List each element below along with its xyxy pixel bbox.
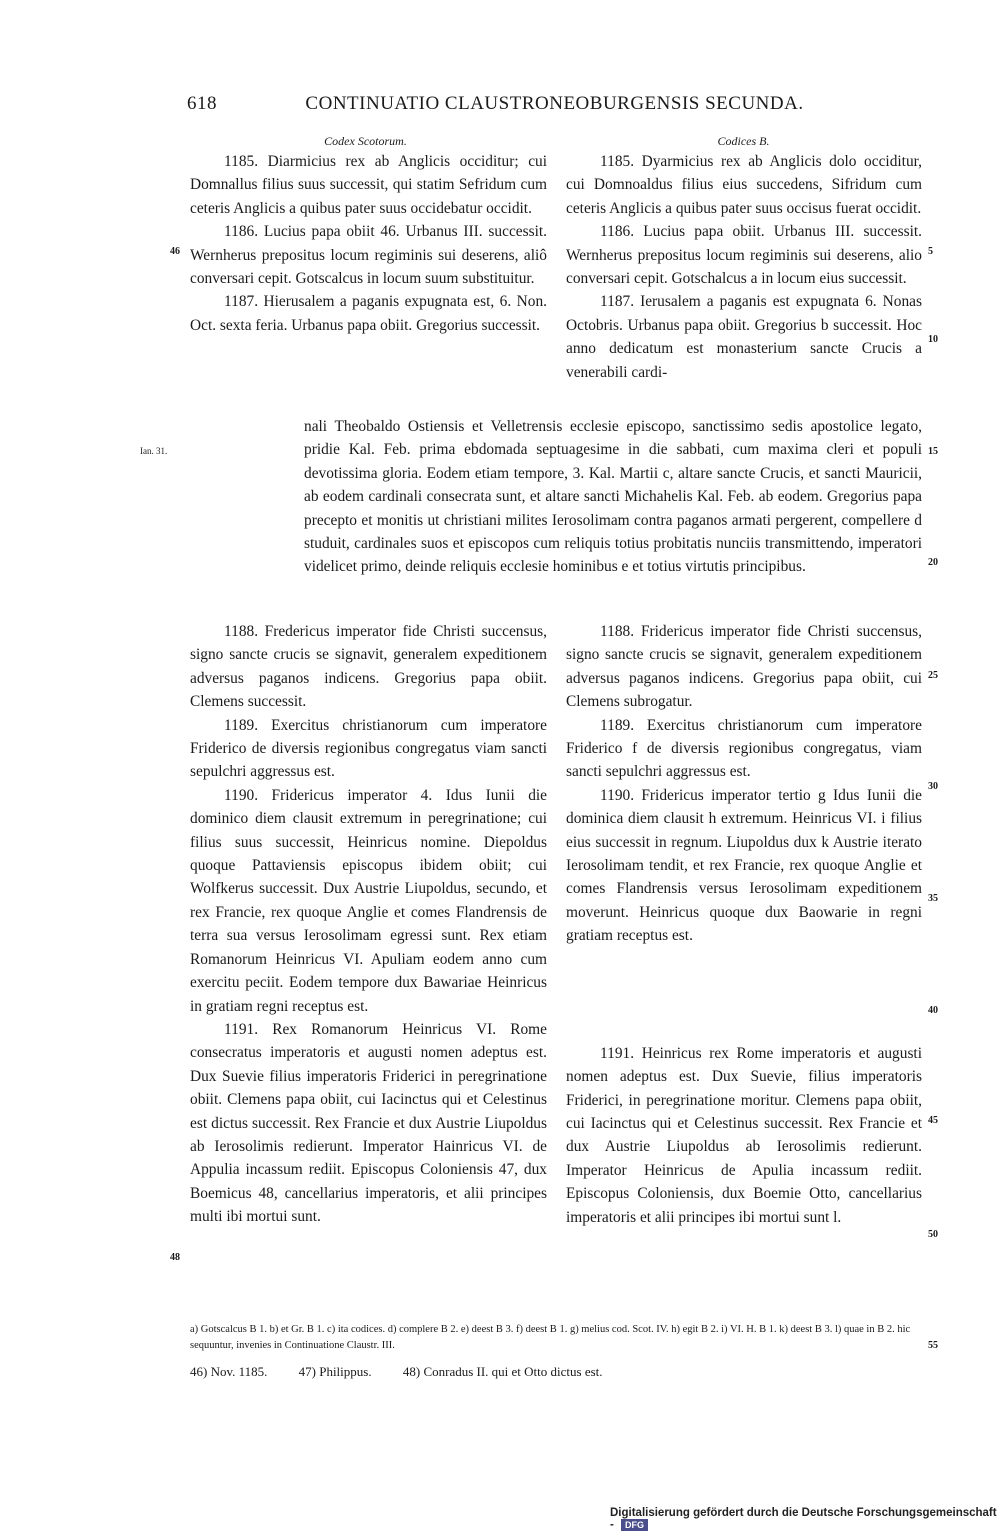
wide-text-block — [304, 415, 922, 579]
line-number-5: 5 — [928, 246, 933, 257]
entry-1188-left: 1188. Fredericus imperator fide Christi succensus, signo sancte crucis se signavit, generalem expeditionem adversus paganos indicens. Gregorius papa obiit. Clemens successit. — [190, 623, 547, 711]
entry-1186-left: 1186. Lucius papa obiit 46. Urbanus III. successit. Wernherus prepositus locum regiminis sui deserens, aliô conversari cepit. Gotscalcus in locum suum substituitur. — [190, 223, 547, 288]
entry-1185-right: 1185. Dyarmicius rex ab Anglicis dolo occiditur, cui Domnoaldus filius eius succedens, Sifridum cum ceteris Anglicis a quibus pater suus occisus fuerat occidit. — [566, 153, 922, 217]
codex-label-left: Codex Scotorum. — [324, 134, 407, 148]
line-number-50: 50 — [928, 1229, 938, 1240]
line-number-45: 45 — [928, 1115, 938, 1126]
entry-1186-right: 1186. Lucius papa obiit. Urbanus III. successit. Wernherus prepositus locum regiminis sui deserens, alio conversari cepit. Gotschalcus a in locum eius successit. — [566, 223, 922, 288]
left-column-lower — [190, 620, 547, 1229]
line-number-40: 40 — [928, 1005, 938, 1016]
entry-1187-left: 1187. Hierusalem a paganis expugnata est, 6. Non. Oct. sexta feria. Urbanus papa obiit. Gregorius successit. — [190, 293, 547, 334]
entry-1189-right: 1189. Exercitus christianorum cum imperatore Friderico f de diversis regionibus congregatus, viam sancti sepulchri aggressus est. — [566, 716, 922, 781]
left-margin-number-48: 48 — [170, 1252, 180, 1263]
entry-1191-left: 1191. Rex Romanorum Heinricus VI. Rome consecratus imperatoris et augusti nomen adeptus est. Dux Suevie filius imperatoris Friderici in peregrinatione obiit. Clemens papa obiit, cui Iacinctus qui et Celestinus est dictus successit. Rex Francie et dux Austrie Liupoldus ab Ierosolimis redierunt. Imperator Hainricus VI. de Appulia incassum rediit. Episcopus Coloniensis 47, dux Boemicus 48, cancellarius imperatoris, et alii principes multi ibi mortui sunt. — [190, 1020, 547, 1226]
note-47: 47) Philippus. — [298, 1364, 372, 1379]
entry-1190-right: 1190. Fridericus imperator tertio g Idus Iunii die dominica diem clausit h extremum. Heinricus VI. i filius eius successit in regnum. Liupoldus dux k Austrie iterato Ierosolimam tendit, et rex Francie, rex quoque Anglie et comes Flandrensis versus Ierosolimam expeditionem moverunt. Heinricus quoque dux Baowarie in regni gratiam receptus est. — [566, 786, 922, 945]
wide-paragraph: nali Theobaldo Ostiensis et Velletrensis ecclesie episcopo, sanctissimo sedis apostolice legato, pridie Kal. Feb. prima ebdomada septuagesime in die sabbati, cum maxima cleri et populi devotissima gloria. Eodem etiam tempore, 3. Kal. Martii c, altare sancte Crucis, et sancti Mauricii, ab eodem cardinali consecrata sunt, et altare sancti Michahelis Kal. Feb. ab eodem. Gregorius papa precepto et monitis ut christiani milites Ierosolimam contra paganos armati pergerent, compellere d studuit, cardinales suos et episcopos cum reliquis totius probitatis nunciis transmittendo, imperatori videlicet primo, deinde reliquis ecclesie hominibus e et totius virtutis principibus. — [304, 418, 922, 576]
line-number-15: 15 — [928, 446, 938, 457]
left-margin-number-46: 46 — [170, 246, 180, 257]
entry-1187-right: 1187. Ierusalem a paganis est expugnata 6. Nonas Octobris. Urbanus papa obiit. Gregorius b successit. Hoc anno dedicatum est monasterium sancte Crucis a venerabili cardi- — [566, 293, 922, 381]
note-46: 46) Nov. 1185. — [190, 1364, 268, 1379]
page-header — [187, 93, 922, 119]
right-column-lower — [566, 620, 922, 1229]
line-number-25: 25 — [928, 670, 938, 681]
note-48: 48) Conradus II. qui et Otto dictus est. — [402, 1364, 603, 1379]
entry-1191-right: 1191. Heinricus rex Rome imperatoris et augusti nomen adeptus est. Dux Suevie, filius imperatoris Friderici, in peregrinatione moritur. Clemens papa obiit, cui Iacinctus qui et Celestinus successit. Rex Francie et dux Austrie Liupoldus ab Ierosolimis redierunt. Imperator Heinricus de Apulia incassum rediit. Episcopus Coloniensis, dux Boemie Otto, cancellarius imperatoris et alii principes ibi mortui sunt l. — [566, 1044, 922, 1226]
line-number-35: 35 — [928, 893, 938, 904]
page-number: 618 — [187, 93, 217, 114]
footnotes — [190, 1322, 922, 1353]
digitization-text: Digitalisierung gefördert durch die Deutsche Forschungsgemeinschaft - — [610, 1507, 997, 1531]
running-title: CONTINUATIO CLAUSTRONEOBURGENSIS SECUNDA. — [305, 93, 804, 114]
entry-1185-left: 1185. Diarmicius rex ab Anglicis occiditur; cui Domnallus filius suus successit, qui statim Sefridum cum ceteris Anglicis a quibus pater suus occidebatur occidit. — [190, 153, 547, 217]
footnote-line: a) Gotscalcus B 1. b) et Gr. B 1. c) ita codices. d) complere B 2. e) deest B 3. f) deest B 1. g) melius cod. Scot. IV. h) egit B 2. i) VI. H. B 1. k) deest B 3. l) quae in B 2. hic sequuntur, invenies in Continuatione Claustr. III. — [190, 1324, 911, 1351]
right-column-upper — [566, 150, 922, 384]
endnotes — [190, 1364, 922, 1380]
line-number-55: 55 — [928, 1340, 938, 1351]
left-column-upper — [190, 150, 547, 337]
entry-1188-right: 1188. Fridericus imperator fide Christi succensus, signo sancte crucis se signavit, generalem expeditionem adversus paganos indicens. Gregorius papa obiit, cui Clemens subrogatur. — [566, 623, 922, 711]
line-number-10: 10 — [928, 334, 938, 345]
codex-label-right: Codices B. — [717, 134, 770, 148]
line-number-20: 20 — [928, 557, 938, 568]
entry-1190-left: 1190. Fridericus imperator 4. Idus Iunii die dominico diem clausit extremum in peregrinatione; cui filius suus successit, Heinricus nomine. Diepoldus quoque Pattaviensis episcopus ibidem obiit; cui Wolfkerus successit. Dux Austrie Liupoldus, secundo, et rex Francie, rex quoque Anglie et comes Flandrensis de terra sua versus Ierosolimam egressi sunt. Rex etiam Romanorum Heinricus VI. Apuliam eodem anno cum exercitu peciit. Eodem tempore dux Bawariae Heinricus in gratiam regni receptus est. — [190, 786, 547, 1015]
dfg-logo: DFG — [621, 1519, 648, 1531]
entry-1189-left: 1189. Exercitus christianorum cum imperatore Friderico de diversis regionibus congregatus viam sancti sepulchri aggressus est. — [190, 716, 547, 781]
line-number-30: 30 — [928, 781, 938, 792]
digitization-credit — [610, 1507, 1000, 1531]
margin-date: Ian. 31. — [140, 446, 168, 456]
